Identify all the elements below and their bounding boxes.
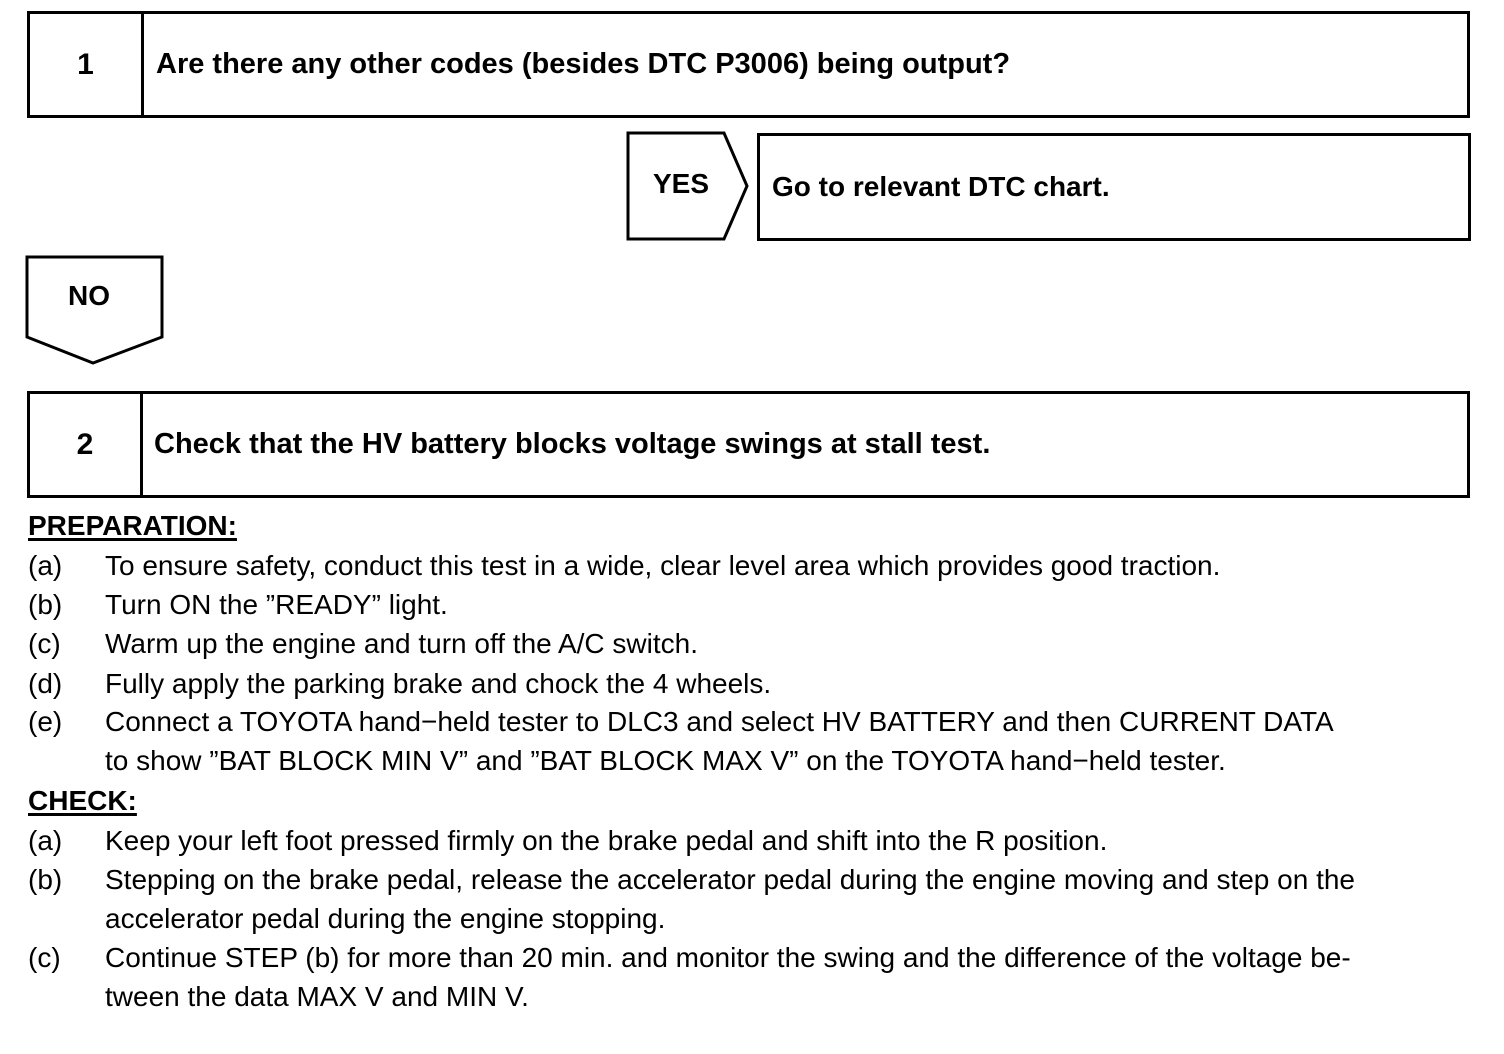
preparation-item-text: Fully apply the parking brake and chock the 4 wheels. <box>105 668 772 699</box>
step-1-question: Are there any other codes (besides DTC P3006) being output? <box>156 48 1011 80</box>
preparation-item-text-continued: to show ”BAT BLOCK MIN V” and ”BAT BLOCK MAX V” on the TOYOTA hand−held tester. <box>105 745 1226 776</box>
step-1-number: 1 <box>30 14 144 115</box>
preparation-item-label: (e) <box>28 706 63 737</box>
step-2-number: 2 <box>30 394 143 495</box>
check-item-label: (c) <box>28 942 61 973</box>
preparation-item-text: Turn ON the ”READY” light. <box>105 589 448 620</box>
preparation-heading: PREPARATION: <box>28 510 237 541</box>
preparation-item-text: Warm up the engine and turn off the A/C switch. <box>105 628 698 659</box>
check-item-text: Keep your left foot pressed firmly on the brake pedal and shift into the R position. <box>105 825 1108 856</box>
step-1-box <box>27 11 1470 118</box>
preparation-item-label: (d) <box>28 668 63 699</box>
check-item-label: (b) <box>28 864 63 895</box>
preparation-item-text: To ensure safety, conduct this test in a wide, clear level area which provides good traction. <box>105 550 1221 581</box>
no-label: NO <box>68 280 110 311</box>
check-item-text-continued: tween the data MAX V and MIN V. <box>105 981 529 1012</box>
step-2-box <box>27 391 1470 498</box>
check-item-label: (a) <box>28 825 63 856</box>
yes-result-box: Go to relevant DTC chart. <box>757 133 1471 241</box>
preparation-item-label: (a) <box>28 550 63 581</box>
yes-label: YES <box>653 168 710 199</box>
check-heading: CHECK: <box>28 785 137 816</box>
step-2-title: Check that the HV battery blocks voltage swings at stall test. <box>154 428 991 460</box>
preparation-item-label: (b) <box>28 589 63 620</box>
preparation-item-label: (c) <box>28 628 61 659</box>
check-item-text: Continue STEP (b) for more than 20 min. and monitor the swing and the difference of the voltage be- <box>105 942 1351 973</box>
check-item-text-continued: accelerator pedal during the engine stopping. <box>105 903 666 934</box>
check-item-text: Stepping on the brake pedal, release the accelerator pedal during the engine moving and step on the <box>105 864 1355 895</box>
preparation-item-text: Connect a TOYOTA hand−held tester to DLC3 and select HV BATTERY and then CURRENT DATA <box>105 706 1334 737</box>
